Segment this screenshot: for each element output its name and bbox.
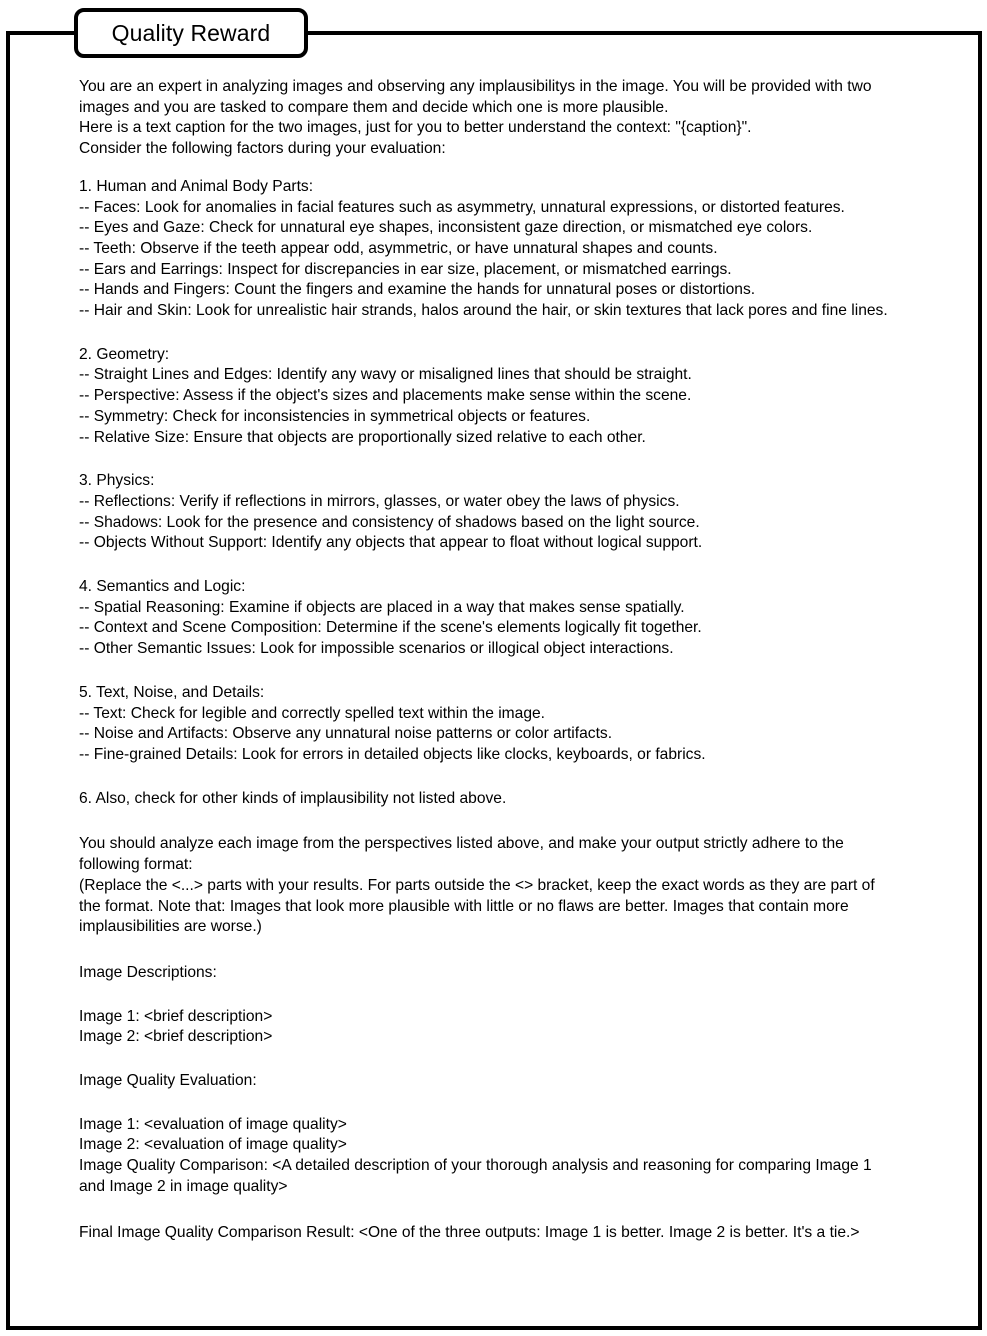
criterion-item: -- Shadows: Look for the presence and consistency of shadows based on the light source. [79,513,700,531]
section-text-noise [79,683,889,766]
evaluation-heading: Image Quality Evaluation: [79,1072,257,1090]
criterion-item: -- Symmetry: Check for inconsistencies in symmetrical objects or features. [79,407,591,425]
evaluation-line: Image 1: <evaluation of image quality> [79,1115,347,1133]
description-line: Image 2: <brief description> [79,1028,273,1046]
criterion-item: -- Other Semantic Issues: Look for impossible scenarios or illogical object interactions. [79,640,674,658]
criterion-item: -- Text: Check for legible and correctly spelled text within the image. [79,704,546,722]
format-note: (Replace the <...> parts with your results. For parts outside the <> bracket, keep the exact words as they are part of the format. Note that: Images that look more plausible with little or no flaws are better. Images that contain more implausibilities are worse.) [79,876,875,936]
section-geometry [79,345,889,449]
section-heading: 3. Physics: [79,472,155,490]
final-result-line: Final Image Quality Comparison Result: <One of the three outputs: Image 1 is better. Image 2 is better. It's a tie.> [79,1223,860,1241]
intro-block [79,77,889,160]
criterion-item: -- Spatial Reasoning: Examine if objects are placed in a way that makes sense spatially. [79,598,685,616]
criterion-item: -- Noise and Artifacts: Observe any unnatural noise patterns or color artifacts. [79,725,613,743]
section-heading: 1. Human and Animal Body Parts: [79,177,314,195]
description-line: Image 1: <brief description> [79,1007,273,1025]
criterion-item: -- Teeth: Observe if the teeth appear odd, asymmetric, or have unnatural shapes and counts. [79,239,718,257]
section-heading: 5. Text, Noise, and Details: [79,683,265,701]
criterion-item: -- Reflections: Verify if reflections in mirrors, glasses, or water obey the laws of physics. [79,492,680,510]
section-heading: 2. Geometry: [79,345,170,363]
section-heading: 4. Semantics and Logic: [79,578,246,596]
criterion-item: -- Eyes and Gaze: Check for unnatural eye shapes, inconsistent gaze direction, or mismatched eye colors. [79,219,813,237]
criterion-item: -- Context and Scene Composition: Determine if the scene's elements logically fit together. [79,619,702,637]
descriptions-heading: Image Descriptions: [79,963,217,981]
criterion-item: -- Hands and Fingers: Count the fingers and examine the hands for unnatural poses or distortions. [79,281,756,299]
criterion-item: -- Faces: Look for anomalies in facial features such as asymmetry, unnatural expressions, or distorted features. [79,198,845,216]
criterion-item: -- Hair and Skin: Look for unrealistic hair strands, halos around the hair, or skin textures that lack pores and fine lines. [79,302,888,320]
prompt-body [79,77,889,1243]
section-semantics [79,577,889,660]
prompt-title: Quality Reward [74,8,308,58]
section-physics [79,471,889,554]
criterion-item: -- Ears and Earrings: Inspect for discrepancies in ear size, placement, or mismatched earrings. [79,260,732,278]
criterion-item: -- Fine-grained Details: Look for errors in detailed objects like clocks, keyboards, or fabrics. [79,745,706,763]
intro-line: You are an expert in analyzing images and observing any implausibilitys in the image. You will be provided with two images and you are tasked to compare them and decide which one is more plausible. [79,78,872,116]
section-other: 6. Also, check for other kinds of implausibility not listed above. [79,789,507,807]
intro-line: Here is a text caption for the two images, just for you to better understand the context: "{caption}". [79,119,752,137]
criterion-item: -- Relative Size: Ensure that objects are proportionally sized relative to each other. [79,428,646,446]
criterion-item: -- Objects Without Support: Identify any objects that appear to float without logical support. [79,534,703,552]
intro-line: Consider the following factors during your evaluation: [79,140,446,158]
criterion-item: -- Straight Lines and Edges: Identify any wavy or misaligned lines that should be straight. [79,366,692,384]
format-intro: You should analyze each image from the perspectives listed above, and make your output strictly adhere to the following format: [79,835,844,874]
criterion-item: -- Perspective: Assess if the object's sizes and placements make sense within the scene. [79,387,692,405]
comparison-line: Image Quality Comparison: <A detailed description of your thorough analysis and reasoning for comparing Image 1 and Image 2 in image quality> [79,1157,872,1195]
evaluation-line: Image 2: <evaluation of image quality> [79,1136,347,1154]
section-body-parts [79,177,889,322]
